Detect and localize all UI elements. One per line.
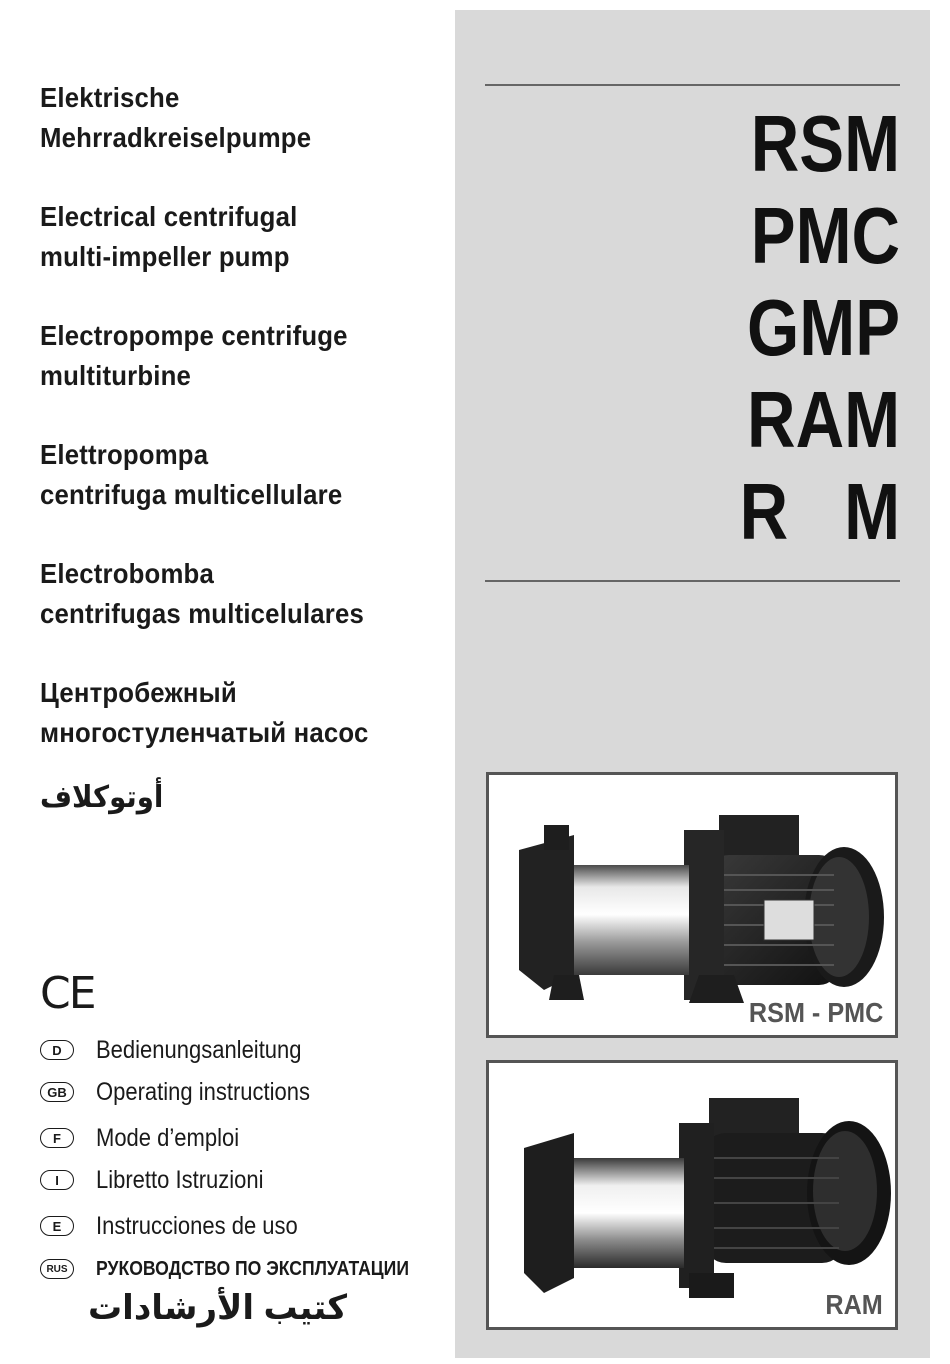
title-line: Mehrradkreiselpumpe: [40, 122, 312, 153]
lang-row-i: [40, 1163, 286, 1197]
model-list: [709, 98, 900, 558]
lang-text: Libretto Istruzioni: [96, 1165, 264, 1194]
title-line: centrifuga multicellulare: [40, 479, 343, 510]
lang-text: Operating instructions: [96, 1077, 311, 1106]
title-line: Elektrische: [40, 82, 180, 113]
title-line: centrifugas multicelulares: [40, 598, 365, 629]
lang-row-f: [40, 1121, 259, 1155]
title-line: Electrical centrifugal: [40, 201, 298, 232]
lang-row-e: [40, 1209, 325, 1243]
lang-badge: F: [40, 1128, 74, 1148]
divider-top: [485, 84, 900, 86]
title-italian: [40, 435, 342, 515]
lang-badge: D: [40, 1040, 74, 1060]
right-panel: [455, 10, 930, 1358]
title-line: Electrobomba: [40, 558, 214, 589]
divider-bottom: [485, 580, 900, 582]
lang-row-d: [40, 1033, 330, 1067]
title-french: [40, 316, 348, 396]
lang-badge: RUS: [40, 1259, 74, 1279]
title-english: [40, 197, 297, 277]
model-name: R M: [739, 467, 900, 556]
model-name: GMP: [746, 283, 900, 372]
pump-image-icon: [489, 1063, 895, 1327]
lang-row-gb: [40, 1075, 339, 1109]
title-line: многостуленчатый насос: [40, 717, 369, 748]
photo-label: RSM - PMC: [748, 997, 883, 1028]
title-german: [40, 78, 311, 158]
title-line: Elettropompa: [40, 439, 209, 470]
lang-badge: I: [40, 1170, 74, 1190]
photo-rsm-pmc: [486, 772, 898, 1038]
model-name: PMC: [750, 191, 900, 280]
lang-text: Instrucciones de uso: [96, 1211, 298, 1240]
model-name: RAM: [746, 375, 900, 464]
title-line: multiturbine: [40, 360, 192, 391]
lang-badge: E: [40, 1216, 74, 1236]
title-russian: [40, 673, 368, 753]
lang-text: Bedienungsanleitung: [96, 1035, 302, 1064]
lang-row-rus: [40, 1252, 452, 1286]
title-line: Центробежный: [40, 677, 237, 708]
photo-label: RAM: [825, 1289, 883, 1320]
arabic-instructions: كتيب الأرشادات: [88, 1289, 347, 1327]
title-arabic: أوتوكلاف: [40, 781, 164, 814]
lang-text: РУКОВОДСТВО ПО ЭКСПЛУАТАЦИИ: [96, 1257, 409, 1280]
ce-mark: CE: [40, 968, 95, 1019]
model-name: RSM: [750, 99, 900, 188]
photo-ram: [486, 1060, 898, 1330]
pump-image-icon: [489, 775, 895, 1035]
left-column: [0, 0, 455, 1364]
title-spanish: [40, 554, 364, 634]
title-line: Electropompe centrifuge: [40, 320, 348, 351]
lang-text: Mode d’emploi: [96, 1123, 240, 1152]
title-line: multi-impeller pump: [40, 241, 290, 272]
lang-badge: GB: [40, 1082, 74, 1102]
